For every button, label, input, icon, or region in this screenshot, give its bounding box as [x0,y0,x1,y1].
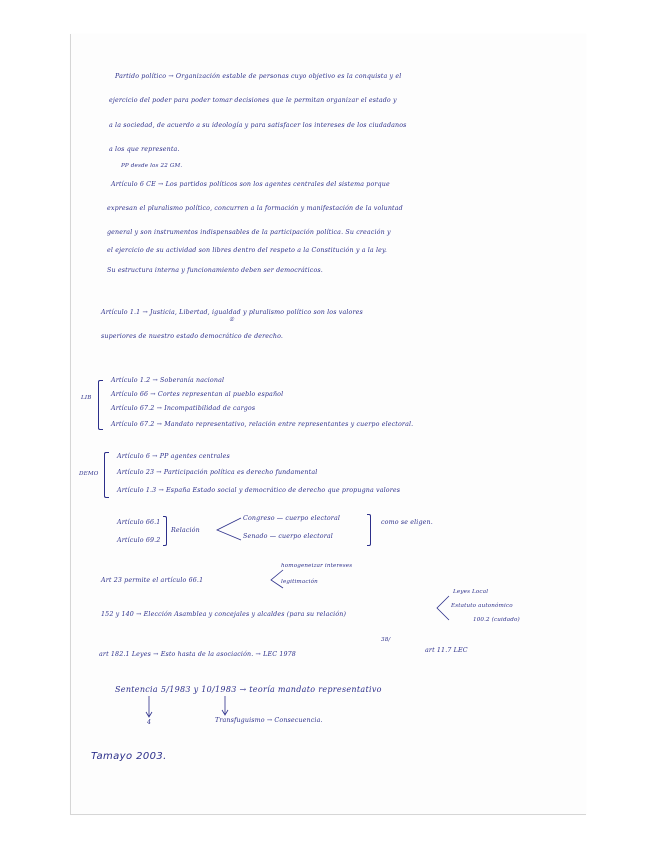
lib-line: Artículo 1.2 → Soberanía nacional [111,377,225,384]
art23-line: Art 23 permite el artículo 66.1 [101,577,204,584]
rel-option: Senado — cuerpo electoral [243,533,333,540]
rel-option: Congreso — cuerpo electoral [243,515,341,522]
demo-label: DEMO [79,471,99,477]
sentencia-line: Sentencia 5/1983 y 10/1983 → teoría mandato representativo [115,685,382,694]
connector-strokes [71,34,586,814]
art152-option: Leyes Local [453,589,489,595]
art152-line: 152 y 140 → Elección Asamblea y concejales y alcaldes (para su relación) [101,611,347,618]
rel-article: Artículo 66.1 [117,519,161,526]
art152-option: Estatuto autonómico [451,603,513,609]
demo-line: Artículo 1.3 → España Estado social y democrático de derecho que propugna valores [117,487,401,494]
art182-sup: 38/ [381,637,391,643]
demo-line: Artículo 6 → PP agentes centrales [117,453,230,460]
art182-right: art 11.7 LEC [425,647,468,654]
rel-article: Artículo 69.2 [117,537,161,544]
note-line: Su estructura interna y funcionamiento deben ser democráticos. [107,267,323,274]
sentencia-transfuguismo: Transfuguismo → Consecuencia. [215,717,323,724]
lib-line: Artículo 67.2 → Mandato representativo, relación entre representantes y cuerpo electoral. [111,421,414,428]
sentencia-num: 4 [147,719,152,726]
note-line: a los que representa. [109,146,180,153]
rel-como: como se eligen. [381,519,433,526]
rel-relacion: Relación [171,527,200,534]
note-line: el ejercicio de su actividad son libres dentro del respeto a la Constitución y a la ley. [107,247,388,254]
note-line: superiores de nuestro estado democrático de derecho. [101,333,284,340]
art23-option: legitimación [281,579,318,585]
note-line: general y son instrumentos indispensables de la participación política. Su creación y [107,229,391,236]
note-line: Partido político → Organización estable de personas cuyo objetivo es la conquista y el [115,73,402,80]
lib-line: Artículo 66 → Cortes representan al pueblo español [111,391,284,398]
demo-line: Artículo 23 → Participación política es derecho fundamental [117,469,318,476]
note-line: expresan el pluralismo político, concurren a la formación y manifestación de la voluntad [107,205,403,212]
lib-label: LIB [81,395,92,401]
notes-sheet [70,34,586,815]
note-line: ejercicio del poder para poder tomar decisiones que le permitan organizar el estado y [109,97,397,104]
circled-mark: ① [229,317,235,323]
note-line: a la sociedad, de acuerdo a su ideología y para satisfacer los intereses de los ciudadanos [109,122,407,129]
art182-line: art 182.1 Leyes → Esto hasta de la asociación. → LEC 1978 [99,651,296,658]
note-line: Artículo 6 CE → Los partidos políticos son los agentes centrales del sistema porque [111,181,390,188]
art152-option: 100.2 (cuidado) [473,617,520,623]
note-aside: PP desde los 22 GM. [121,163,183,169]
note-line: Artículo 1.1 → Justicia, Libertad, igualdad y pluralismo político son los valores [101,309,363,316]
signature-year: Tamayo 2003. [91,751,167,762]
lib-line: Artículo 67.2 → Incompatibilidad de cargos [111,405,256,412]
art23-option: homogeneizar intereses [281,563,353,569]
